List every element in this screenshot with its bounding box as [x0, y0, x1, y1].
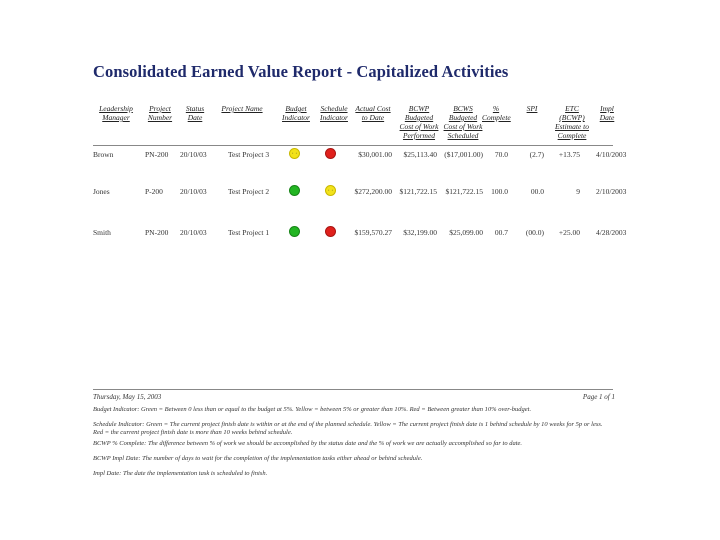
col-header-budget-indicator: Budget Indicator: [282, 104, 310, 122]
cell-spi: (2.7): [529, 150, 544, 159]
footer-page-number: Page 1 of 1: [582, 393, 615, 401]
cell-project-name: Test Project 1: [228, 228, 270, 237]
cell-manager: Jones: [93, 187, 110, 196]
cell-actual-cost: $272,200.00: [354, 187, 392, 196]
schedule-indicator-red-icon: [325, 226, 336, 237]
cell-spi: 00.0: [530, 187, 544, 196]
cell-project-name: Test Project 2: [228, 187, 270, 196]
cell-project-number: PN-200: [145, 228, 169, 237]
cell-manager: Brown: [93, 150, 114, 159]
cell-project-name: Test Project 3: [228, 150, 270, 159]
report-title: Consolidated Earned Value Report - Capitalized Activities: [93, 62, 509, 81]
col-header-bcwp: BCWP Budgeted Cost of Work Performed: [399, 104, 439, 140]
col-header-etc: ETC (BCWP) Estimate to Complete: [555, 104, 589, 140]
col-header-actual-cost: Actual Cost to Date: [355, 104, 391, 122]
cell-status-date: 20/10/03: [180, 187, 207, 196]
cell-bcws: ($17,001.00): [444, 150, 483, 159]
cell-actual-cost: $30,001.00: [358, 150, 392, 159]
cell-bcwp: $32,199.00: [403, 228, 437, 237]
cell-bcwp: $25,113.40: [403, 150, 437, 159]
note-schedule-indicator: Schedule Indicator: Green = The current project finish date is within or at the end of the planned schedule. Yellow = The current project finish date is 1 behind schedule by 10 weeks for 5p or less. Red = the current project finish date is more than 10 weeks behind schedule.: [93, 421, 603, 436]
cell-pct-complete: 100.0: [491, 187, 508, 196]
col-header-project-name: Project Name: [221, 104, 263, 113]
note-percent-complete: BCWP % Complete: The difference between % of work we should be accomplished by the status date and the % of work we are actually accomplished so far to date.: [93, 440, 523, 447]
footer-divider: [93, 389, 613, 390]
cell-manager: Smith: [93, 228, 111, 237]
cell-impl-date: 4/10/2003: [596, 150, 627, 159]
cell-bcws: $121,722.15: [445, 187, 483, 196]
header-divider: [93, 145, 613, 146]
cell-impl-date: 2/10/2003: [596, 187, 627, 196]
cell-etc: +13.75: [558, 150, 580, 159]
cell-etc: +25.00: [558, 228, 580, 237]
cell-status-date: 20/10/03: [180, 228, 207, 237]
cell-project-number: P-200: [145, 187, 163, 196]
note-bcwp-impl-date: BCWP Impl Date: The number of days to wait for the completion of the implementation tasks either ahead or behind schedule.: [93, 455, 423, 462]
col-header-manager: Leadership Manager: [99, 104, 133, 122]
col-header-status-date: Status Date: [185, 104, 205, 122]
cell-etc: 9: [576, 187, 580, 196]
cell-bcwp: $121,722.15: [399, 187, 437, 196]
schedule-indicator-yellow-icon: · ·: [325, 185, 336, 196]
cell-status-date: 20/10/03: [180, 150, 207, 159]
budget-indicator-green-icon: [289, 226, 300, 237]
cell-actual-cost: $159,570.27: [354, 228, 392, 237]
col-header-bcws: BCWS Budgeted Cost of Work Scheduled: [443, 104, 483, 140]
cell-pct-complete: 00.7: [494, 228, 508, 237]
note-budget-indicator: Budget Indicator: Green = Between 0 less than or equal to the budget at 5%. Yellow = between 5% or greater than 10%. Red = Between greater than 10% over-budget.: [93, 406, 532, 413]
budget-indicator-green-icon: [289, 185, 300, 196]
cell-spi: (00.0): [525, 228, 544, 237]
schedule-indicator-red-icon: [325, 148, 336, 159]
col-header-spi: SPI: [526, 104, 538, 113]
cell-pct-complete: 70.0: [494, 150, 508, 159]
footer-date: Thursday, May 15, 2003: [93, 393, 162, 401]
col-header-impl-date: Impl Date: [599, 104, 615, 122]
note-impl-date: Impl Date: The date the implementation task is scheduled to finish.: [93, 470, 268, 477]
cell-project-number: PN-200: [145, 150, 169, 159]
cell-impl-date: 4/28/2003: [596, 228, 627, 237]
col-header-project-number: Project Number: [147, 104, 173, 122]
budget-indicator-yellow-icon: · ·: [289, 148, 300, 159]
col-header-schedule-indicator: Schedule Indicator: [320, 104, 348, 122]
cell-bcws: $25,099.00: [449, 228, 483, 237]
col-header-pct-complete: % Complete: [482, 104, 511, 122]
